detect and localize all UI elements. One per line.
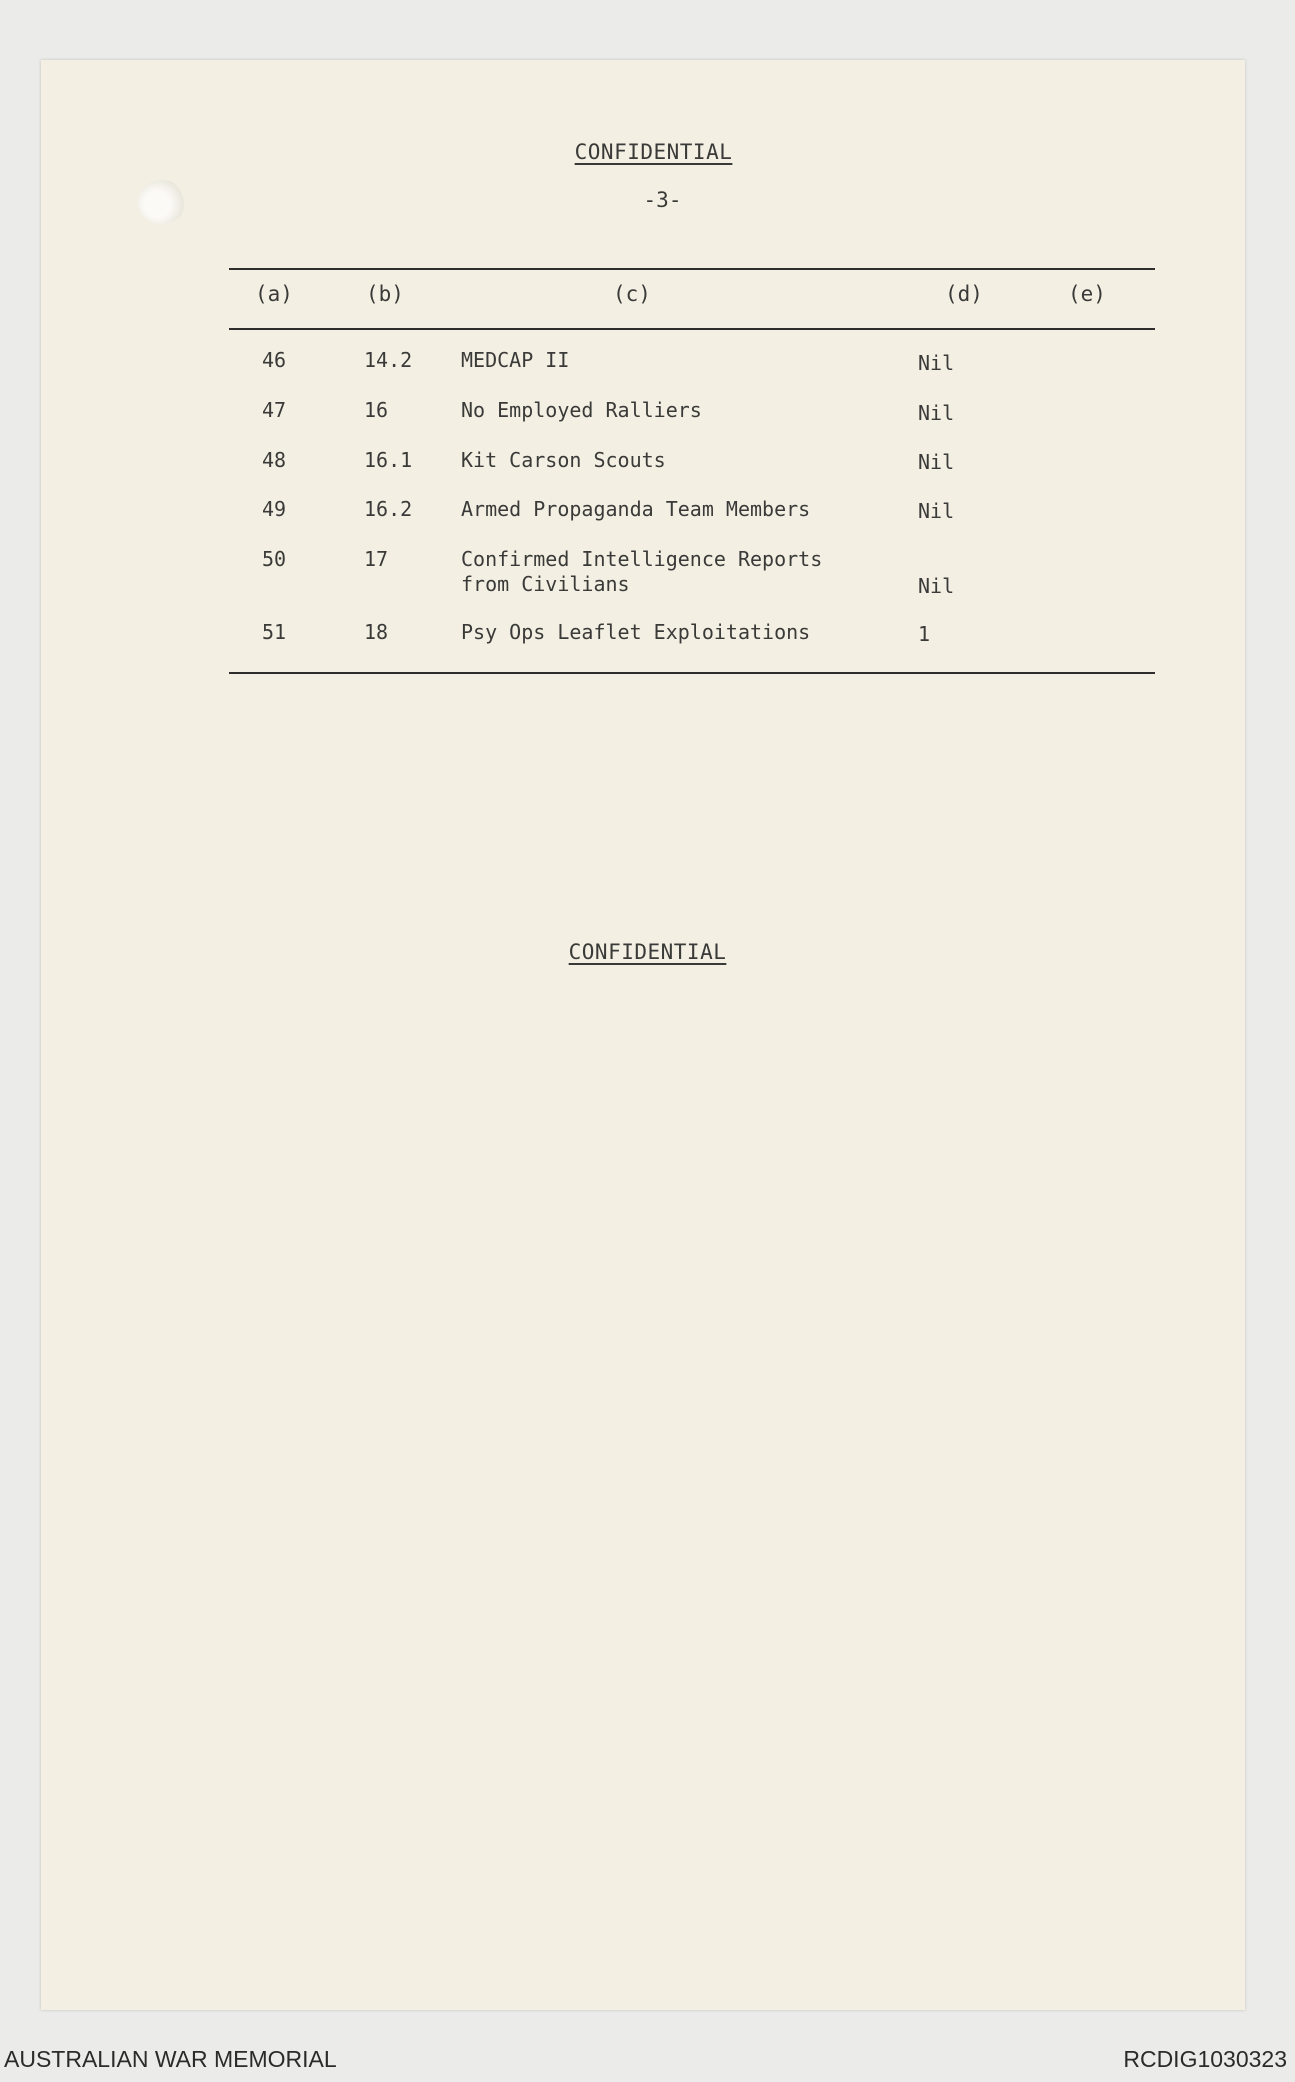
header-col-b: (b) <box>366 282 404 306</box>
cell-serial: 46 <box>262 348 287 372</box>
cell-description: MEDCAP II <box>461 348 570 372</box>
cell-reference: 17 <box>364 547 389 571</box>
cell-reference: 16 <box>364 398 389 422</box>
cell-serial: 48 <box>262 448 287 472</box>
header-col-e: (e) <box>1068 282 1106 306</box>
header-col-d: (d) <box>945 282 983 306</box>
cell-description: Armed Propaganda Team Members <box>461 497 811 521</box>
cell-description: Psy Ops Leaflet Exploitations <box>461 620 811 644</box>
cell-serial: 49 <box>262 497 287 521</box>
classification-top-text: CONFIDENTIAL <box>574 140 733 164</box>
header-col-c: (c) <box>613 282 651 306</box>
cell-value: Nil <box>918 574 955 598</box>
table-bottom-rule <box>229 672 1155 674</box>
cell-value: Nil <box>918 450 955 474</box>
cell-value: Nil <box>918 401 955 425</box>
footer-record-id: RCDIG1030323 <box>1123 2046 1287 2072</box>
classification-bottom <box>0 940 1295 964</box>
cell-description: Kit Carson Scouts <box>461 448 666 472</box>
header-col-a: (a) <box>255 282 293 306</box>
cell-reference: 18 <box>364 620 389 644</box>
cell-serial: 47 <box>262 398 287 422</box>
cell-reference: 16.2 <box>364 497 413 521</box>
cell-value: Nil <box>918 499 955 523</box>
classification-bottom-text: CONFIDENTIAL <box>568 940 727 964</box>
classification-top <box>0 140 1295 164</box>
cell-description-line-2: from Civilians <box>461 572 630 596</box>
cell-serial: 51 <box>262 620 287 644</box>
table-top-rule <box>229 268 1155 270</box>
paper-sheet <box>41 60 1245 2010</box>
cell-description-line-1: Confirmed Intelligence Reports <box>461 547 823 571</box>
cell-description: No Employed Ralliers <box>461 398 702 422</box>
page-number: -3- <box>643 188 682 212</box>
cell-reference: 14.2 <box>364 348 413 372</box>
table-header-rule <box>229 328 1155 330</box>
cell-value: 1 <box>918 622 931 646</box>
cell-reference: 16.1 <box>364 448 413 472</box>
footer-institution: AUSTRALIAN WAR MEMORIAL <box>4 2046 337 2072</box>
cell-value: Nil <box>918 351 955 375</box>
cell-serial: 50 <box>262 547 287 571</box>
